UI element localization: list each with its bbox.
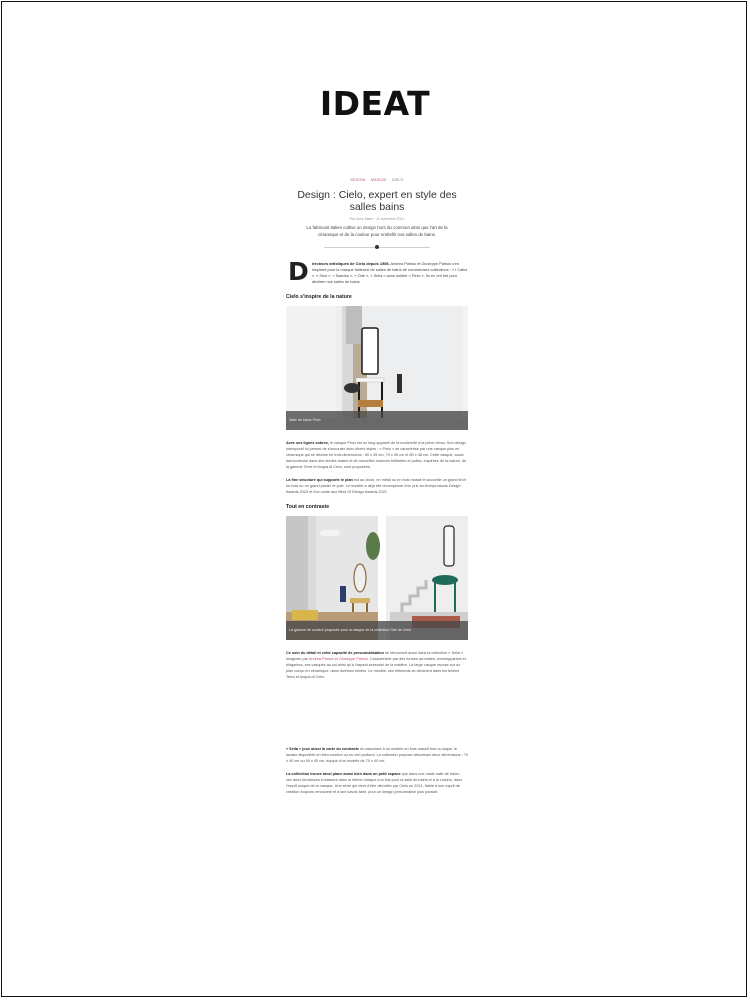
article-lede: La fabricant italien cultive un design hors du commun ainsi que l'art de la céramique et de la couleur pour embellir nos salles de bains. [306, 225, 448, 237]
section-heading-contrast: Tout en contraste [286, 504, 330, 510]
paragraph-text: se retrouvent aussi dans la collection « Sella » imaginée par [286, 651, 464, 661]
image-caption: La gamme de couleur proposée pour la vasque de la collection Ode de Cielo [286, 621, 468, 640]
designers-link[interactable]: Andrea Parisio et Giuseppe Parisio [308, 657, 368, 661]
image-caption: Salle de bains Pinio [286, 411, 468, 430]
category-link-maison[interactable]: MAISON [370, 178, 387, 182]
paragraph-text: le vasque Pinio est un long appareil de la modernité à la pièce d'eau. Son design intemporel lui permet de s'accorder avec divers styles : « Pinio » se caractérise par une vasque plus en céramique qui se décline en trois dimensions : 60 x 45 cm, 70 x 45 cm et 80 x 48 cm. Cette vasque, aussi harmonieuse dans des teintes mates et de nouvelles nuances brillantes et polies, inspirées de la nature, de la gamme Terre et Acqua di Cielo, sont proposées. [286, 441, 467, 469]
spacer [286, 680, 468, 742]
paragraph-lead: Ce soin du détail et cette capacité de personnalisation [286, 651, 384, 655]
section-divider [324, 247, 430, 248]
site-logo[interactable]: IDEAT [319, 84, 431, 123]
intro-paragraph [286, 257, 468, 286]
paragraph-lead: « Sella » joue aussi la carte du contraste [286, 747, 360, 751]
paragraph-text: est au choix, en métal ou en bois massif et accueille un grand tiroir en bois ou un grand panier en jute. Le modèle a déjà été récompensé d'un prix au Archiproducts Design Awards 2020 et d'un autre aux Best Of Design Awards 2021. [286, 478, 467, 494]
paragraph-text: . Caractérisée par des formes arrondies, enveloppantes et élégantes, ses vasques au sol ainsi qu'à l'aspect sensoriel de la matière. La large vasque repose sur un plan conçu en céramique, dans diverses teintes. Le meuble, ses éléments se déclinent dans les teintes Terra et Acqua di Cielo. [286, 657, 466, 679]
paragraph-lead: La collection trouve ainsi place aussi bien dans un petit espace [286, 772, 401, 776]
paragraph-lead: Avec ses lignes sobres, [286, 441, 329, 445]
paragraph-text: que dans une vaste salle de bains ; ces deux tendances s'unissent dans la même marque à la fois pour la salle de bains et à la cuisine, dans l'esprit unique de la marque. Une série qui vient d'être dévoilée par Cielo en 2021, fidèle à son esprit de création toujours renouvelé et à son savoir-faire, pour un design personnalisé plus poussé. [286, 772, 463, 794]
article-title: Design : Cielo, expert en style des salles bains [297, 189, 457, 213]
paragraph-sella-detail [286, 650, 468, 680]
paragraph-pinio-design [286, 440, 468, 470]
category-link-design[interactable]: DESIGN [350, 178, 366, 182]
paragraph-collection-space [286, 771, 468, 795]
section-heading-nature: Cielo s'inspire de la nature [286, 294, 352, 300]
divider-dot-icon [375, 245, 379, 249]
paragraph-sella-contrast [286, 746, 468, 764]
category-link-cielo[interactable]: CIELO [391, 178, 404, 182]
article-column [286, 178, 468, 795]
paragraph-pinio-structure [286, 477, 468, 495]
intro-lead: irecteurs artistiques de Cielo depuis 1985, [311, 261, 390, 266]
image-pinio-bathroom[interactable] [286, 306, 468, 430]
image-ode-collection[interactable] [286, 516, 468, 640]
paragraph-text: en associant à un modèle en bois massif brut ou laqué, le lavabo disponible en bleu sombre ou en vert profond. La collection propose désormais deux dimensions : 70 x 40 cm ou 90 x 40 cm, équipé d'un modèle de 70 x 40 cm. [286, 747, 468, 763]
dropcap: D [288, 257, 309, 286]
paragraph-lead: La fine structure qui supporte le plan [286, 478, 353, 482]
category-breadcrumb: DESIGN · MAISON · CIELO [350, 178, 404, 182]
intro-text: Andrea Parisio et Giuseppe Parisio s'en inspirent pour la marque italienne de salles de bains de nombreuses collections : « I Catini », « Shui », « Narciso », « Ode », « Sella » sans oublier « Pinio ». Ils en ont tiré pour décliner nos salles de bains. [311, 261, 468, 284]
article-byline: Par Anne Marie · 11 novembre 2021 [349, 217, 405, 221]
